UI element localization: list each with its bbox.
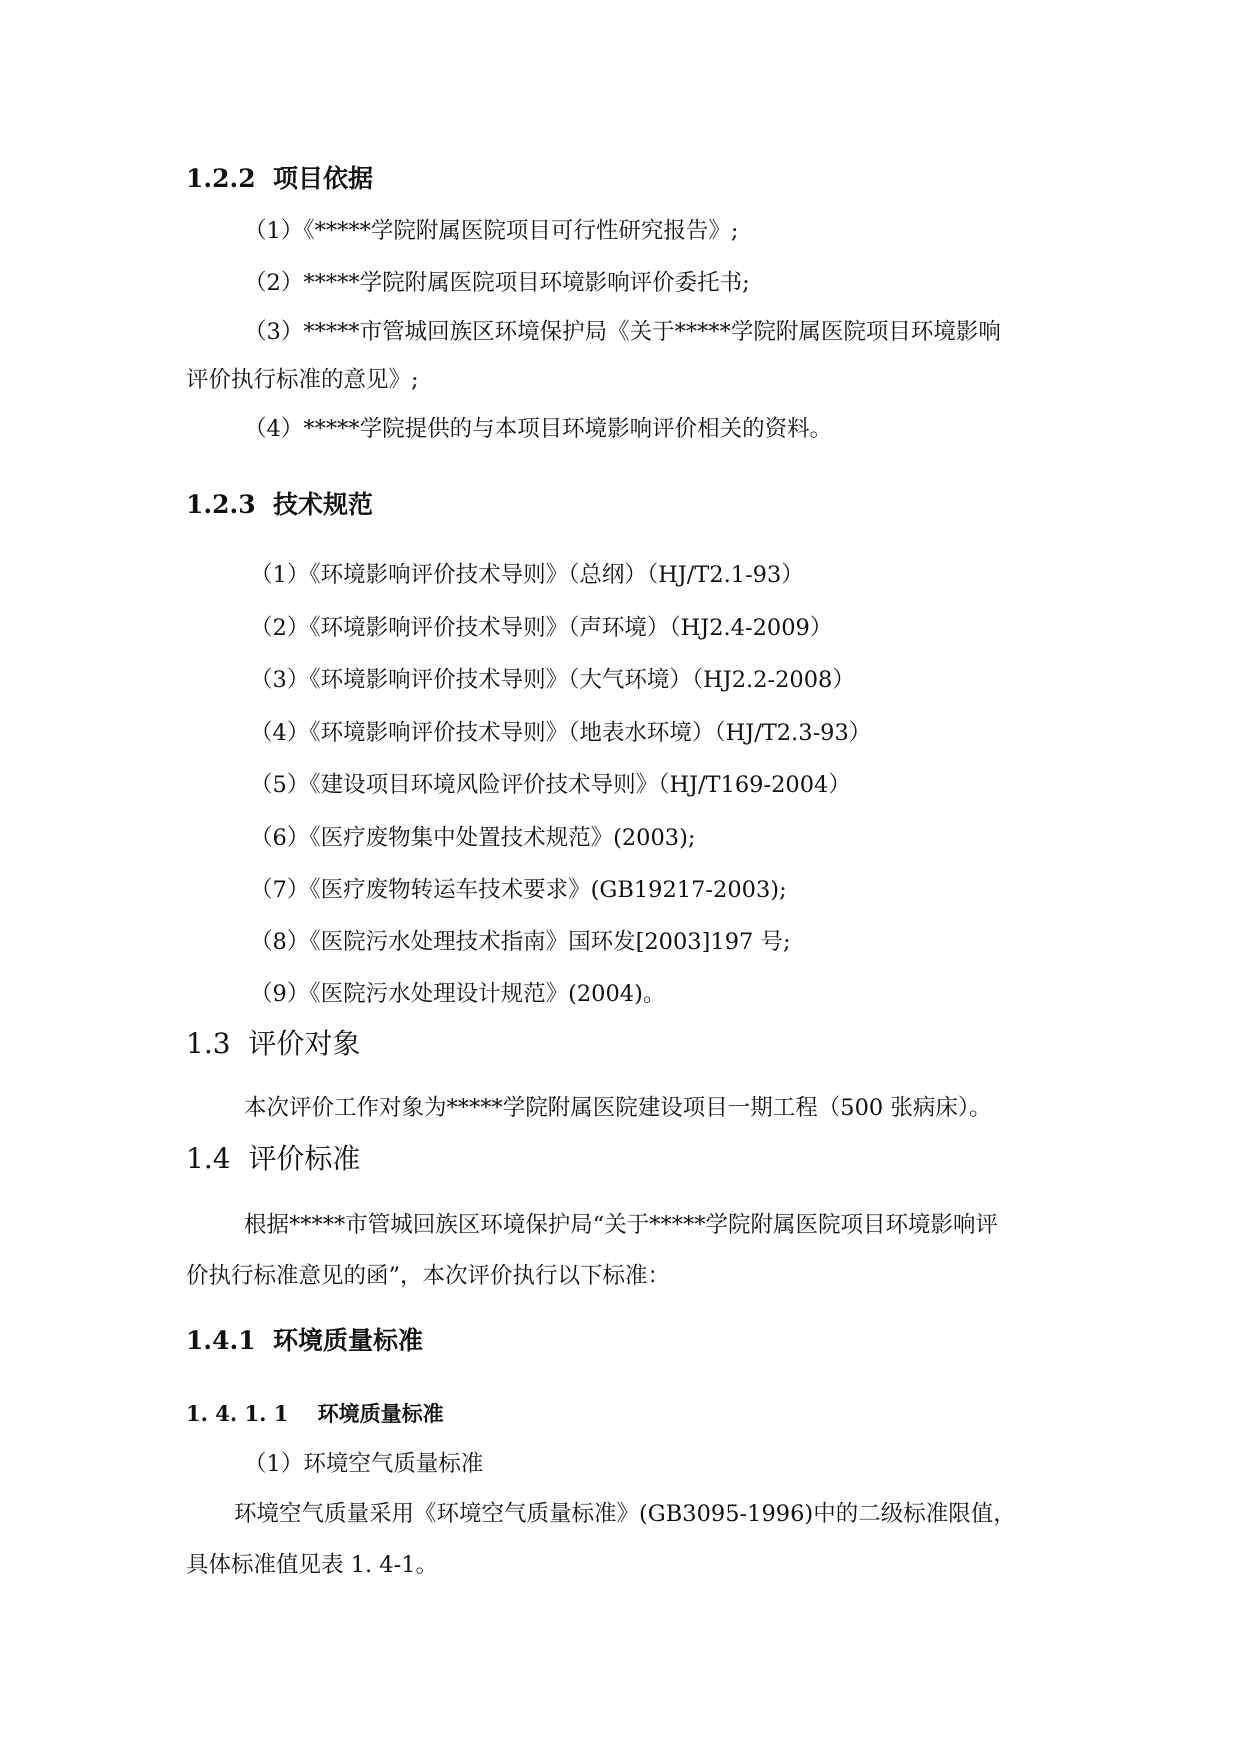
spec-item-8: （8）《医院污水处理技术指南》国环发[2003]197 号;	[250, 929, 791, 955]
spec-item-3: （3）《环境影响评价技术导则》（大气环境）（HJ2.2-2008）	[250, 667, 855, 693]
basis-item-1: （1）《*****学院附属医院项目可行性研究报告》;	[244, 218, 739, 244]
air-quality-text-line-1: 环境空气质量采用《环境空气质量标准》(GB3095-1996)中的二级标准限值，	[234, 1501, 1016, 1527]
section-heading-1-4-1	[186, 1328, 423, 1353]
standard-intro-line-1: 根据*****市管城回族区环境保护局“关于*****学院附属医院项目环境影响评	[244, 1212, 999, 1238]
spec-item-6: （6）《医疗废物集中处置技术规范》(2003);	[250, 825, 696, 851]
section-title: 项目依据	[273, 164, 374, 193]
basis-item-2: （2）*****学院附属医院项目环境影响评价委托书;	[244, 270, 750, 296]
section-heading-1-4-1-1	[186, 1403, 444, 1424]
basis-item-4: （4）*****学院提供的与本项目环境影响评价相关的资料。	[244, 416, 833, 442]
standard-intro-line-2: 价执行标准意见的函”，本次评价执行以下标准：	[186, 1263, 671, 1289]
section-number: 1. 4. 1. 1	[186, 1401, 289, 1426]
section-title: 环境质量标准	[273, 1326, 424, 1355]
spec-item-1: （1）《环境影响评价技术导则》（总纲）（HJ/T2.1-93）	[250, 562, 804, 588]
basis-item-3-cont: 评价执行标准的意见》;	[186, 367, 419, 393]
section-heading-1-2-2	[186, 166, 373, 191]
basis-item-3: （3）*****市管城回族区环境保护局《关于*****学院附属医院项目环境影响	[244, 319, 1001, 345]
air-quality-heading: （1）环境空气质量标准	[244, 1451, 484, 1477]
section-title: 环境质量标准	[317, 1401, 444, 1426]
section-heading-1-3	[186, 1027, 361, 1060]
evaluation-object-text: 本次评价工作对象为*****学院附属医院建设项目一期工程（500 张病床）。	[244, 1095, 992, 1121]
section-title: 技术规范	[273, 490, 374, 519]
spec-item-2: （2）《环境影响评价技术导则》（声环境）（HJ2.4-2009）	[250, 615, 833, 641]
section-number: 1.2.2	[186, 164, 256, 193]
section-number: 1.2.3	[186, 490, 256, 519]
section-title: 评价对象	[248, 1027, 361, 1060]
section-heading-1-2-3	[186, 492, 373, 517]
spec-item-5: （5）《建设项目环境风险评价技术导则》（HJ/T169-2004）	[250, 772, 851, 798]
section-number: 1.4.1	[186, 1326, 256, 1355]
air-quality-text-line-2: 具体标准值见表 1. 4-1。	[186, 1552, 439, 1578]
section-number: 1.4	[186, 1142, 231, 1175]
spec-item-4: （4）《环境影响评价技术导则》（地表水环境）（HJ/T2.3-93）	[250, 720, 872, 746]
spec-item-9: （9）《医院污水处理设计规范》(2004)。	[250, 981, 666, 1007]
spec-item-7: （7）《医疗废物转运车技术要求》(GB19217-2003);	[250, 877, 787, 903]
section-number: 1.3	[186, 1027, 231, 1060]
section-heading-1-4	[186, 1142, 361, 1175]
section-title: 评价标准	[248, 1142, 361, 1175]
